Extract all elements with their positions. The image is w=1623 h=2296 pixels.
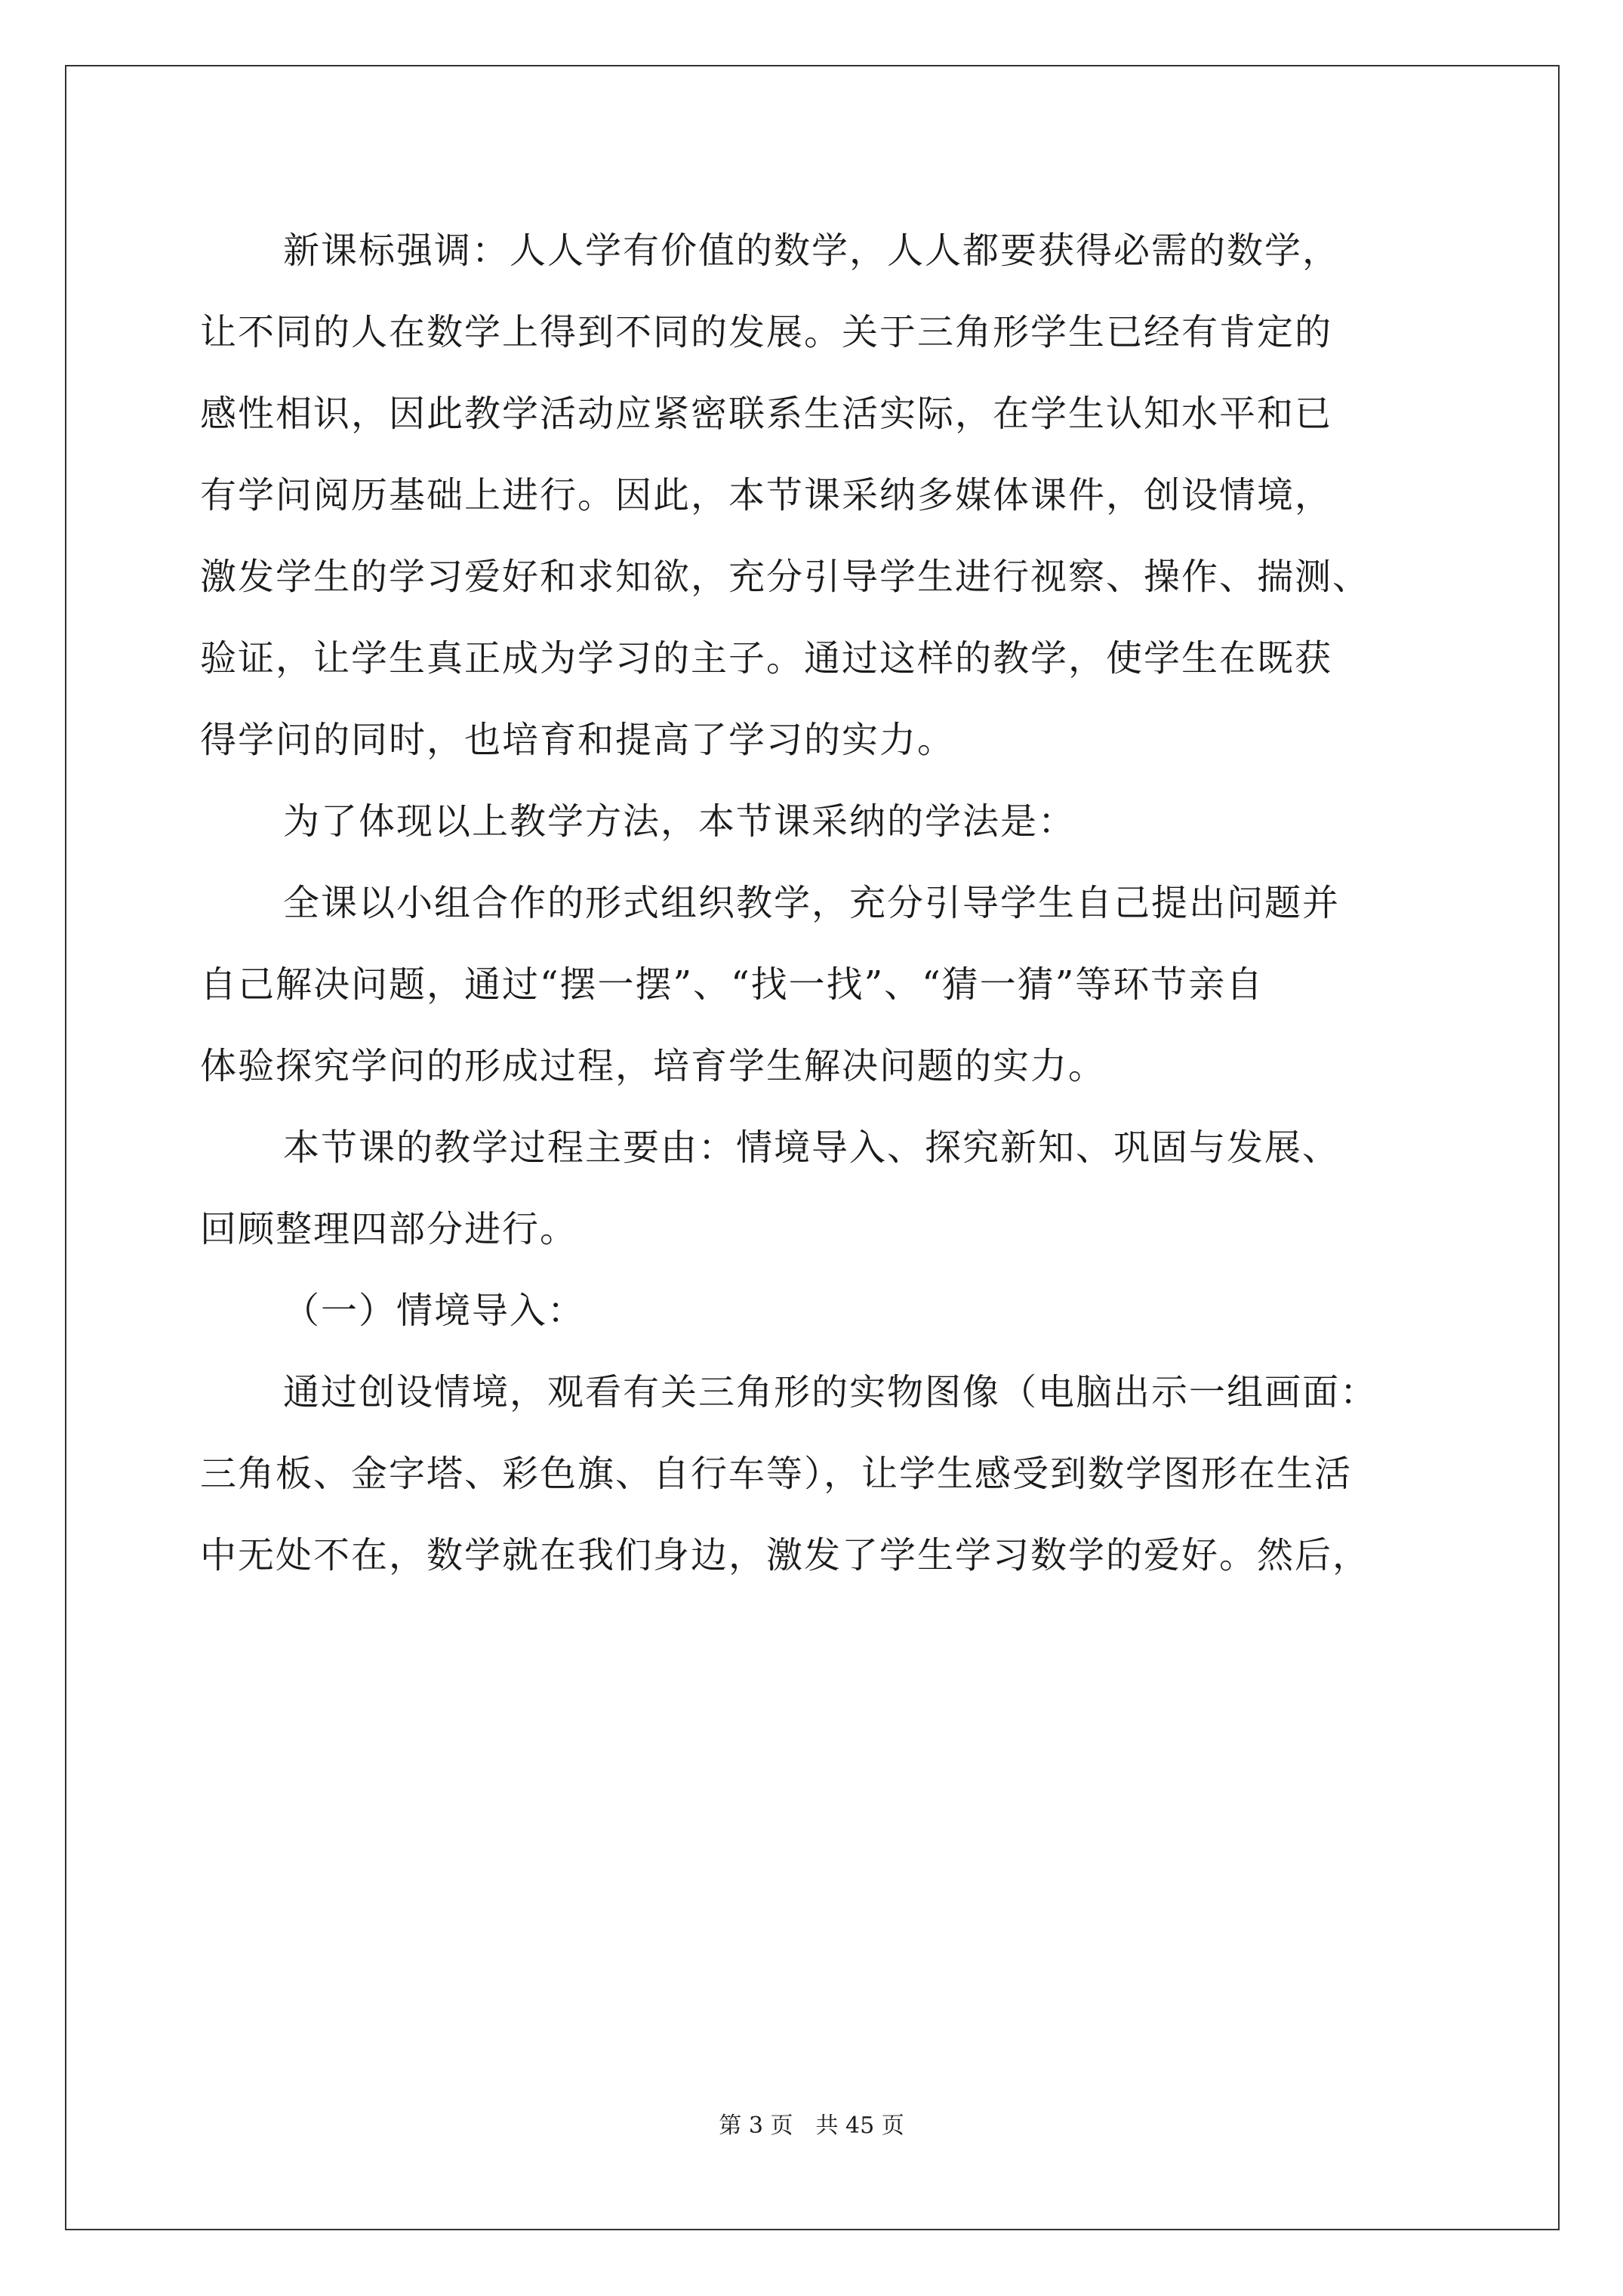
text-line: 中无处不在，数学就在我们身边，激发了学生学习数学的爱好。然后， (200, 1534, 1371, 1576)
text-line: 新课标强调：人人学有价值的数学，人人都要获得必需的数学， (283, 230, 1341, 272)
text-line: 本节课的教学过程主要由：情境导入、探究新知、巩固与发展、 (283, 1126, 1341, 1169)
text-line: 得学问的同时，也培育和提高了学习的实力。 (200, 719, 956, 761)
text-line: 回顾整理四部分进行。 (200, 1208, 578, 1250)
document-body (200, 210, 1438, 1596)
text-line: 通过创设情境，观看有关三角形的实物图像（电脑出示一组画面： (283, 1371, 1378, 1413)
text-line: 感性相识，因此教学活动应紧密联系生活实际，在学生认知水平和已 (200, 393, 1333, 435)
text-line: 让不同的人在数学上得到不同的发展。关于三角形学生已经有肯定的 (200, 311, 1333, 353)
section-heading: （一）情境导入： (283, 1290, 586, 1332)
text-line: 三角板、金字塔、彩色旗、自行车等），让学生感受到数学图形在生活 (200, 1453, 1353, 1495)
text-line: 验证，让学生真正成为学习的主子。通过这样的教学，使学生在既获 (200, 637, 1333, 680)
text-line: 有学问阅历基础上进行。因此，本节课采纳多媒体课件，创设情境， (200, 474, 1333, 516)
text-line: 自己解决问题，通过“摆一摆”、“找一找”、“猜一猜”等环节亲自 (200, 963, 1264, 1006)
text-line: 激发学生的学习爱好和求知欲，充分引导学生进行视察、操作、揣测、 (200, 556, 1371, 598)
text-line: 体验探究学问的形成过程，培育学生解决问题的实力。 (200, 1045, 1107, 1087)
page-footer: 第 3 页 共 45 页 (719, 2113, 904, 2139)
text-line: 全课以小组合作的形式组织教学，充分引导学生自己提出问题并 (283, 882, 1341, 924)
text-line: 为了体现以上教学方法，本节课采纳的学法是： (283, 800, 1076, 843)
